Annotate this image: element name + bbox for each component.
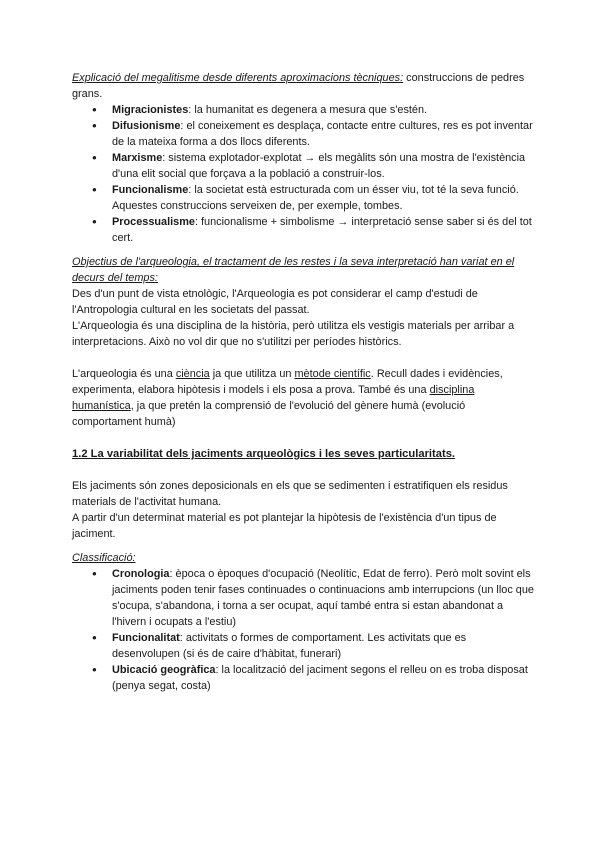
approaches-list	[72, 102, 534, 246]
underlined-term: ciència	[175, 368, 210, 380]
document-page	[72, 70, 534, 694]
paragraph: Els jaciments són zones deposicionals en els que se sedimenten i estratifiquen els residus materials de l'activitat humana.	[72, 480, 508, 508]
objectius-label: Objectius de l'arqueologia, el tractament de les restes i la seva interpretació han variat en el decurs del temps:	[72, 256, 515, 284]
text-run: . Recull dades i evidències, experimenta, elabora hipòtesis i models i els posa a prova. També és una	[72, 368, 503, 396]
text-run: ja que utilitza un	[209, 368, 295, 380]
term: Cronologia	[112, 568, 170, 580]
term: Migracionistes	[112, 104, 189, 116]
list-item	[112, 566, 534, 630]
paragraph: Des d'un punt de vista etnològic, l'Arqueologia es pot considerar el camp d'estudi de l'Antropologia cultural en les societats del passat.	[72, 288, 478, 316]
definition: : activitats o formes de comportament. Les activitats que es desenvolupen (si és de caire d'hàbitat, funerari)	[112, 632, 467, 660]
megalitisme-label: Explicació del megalitisme desde diferents aproximacions tècniques:	[72, 72, 404, 84]
definition: : sistema explotador-explotat → els megàlits són una mostra de l'existència d'una elit social que forçava a la població a construir-los.	[112, 152, 526, 180]
list-item	[112, 214, 534, 246]
list-item	[112, 102, 534, 118]
classification-list	[72, 566, 534, 694]
definition: : la societat està estructurada com un ésser viu, tot té la seva funció. Aquestes construccions serveixen de, per exemple, tombes.	[112, 184, 519, 212]
term: Funcionalisme	[112, 184, 189, 196]
paragraph: L'Arqueologia és una disciplina de la història, però utilitza els vestigis materials per arribar a interpretacions. Això no vol dir que no s'utilitzi per períodes històrics.	[72, 320, 515, 348]
list-item	[112, 630, 534, 662]
definition: : època o èpoques d'ocupació (Neolític, Edat de ferro). Però molt sovint els jaciments poden tenir fases continuades o continuacions amb interrupcions (un lloc que s'ocupa, s'abandona, i torna a ser ocupat, aquí també entra si estan abandonat a l'hivern i ocupats a l'estiu)	[112, 568, 534, 628]
list-item	[112, 182, 534, 214]
megalitisme-text: construccions de pedres grans.	[72, 72, 525, 100]
list-item	[112, 662, 534, 694]
paragraph-ciencia	[72, 366, 534, 430]
underlined-term: disciplina humanística	[72, 384, 475, 412]
term: Difusionisme	[112, 120, 181, 132]
paragraph: A partir d'un determinat material es pot plantejar la hipòtesis de l'existència d'un tipus de jaciment.	[72, 512, 497, 540]
definition: : el coneixement es desplaça, contacte entre cultures, res es pot inventar de la mateixa forma a dos llocs diferents.	[112, 120, 533, 148]
term: Funcionalitat	[112, 632, 180, 644]
classificacio-label: Classificació:	[72, 552, 136, 564]
underlined-term: mètode científic	[294, 368, 371, 380]
definition: : la humanitat es degenera a mesura que s'estén.	[188, 104, 428, 116]
term: Marxisme	[112, 152, 163, 164]
text-run: , ja que pretén la comprensió de l'evolució del gènere humà (evolució comportament humà)	[72, 400, 466, 428]
list-item	[112, 150, 534, 182]
term: Ubicació geogràfica	[112, 664, 216, 676]
definition: : funcionalisme + simbolisme → interpretació sense saber si és del tot cert.	[112, 216, 532, 244]
text-run: L'arqueologia és una	[72, 368, 176, 380]
megalitisme-intro	[72, 70, 534, 102]
definition: : la localització del jaciment segons el relleu on es troba disposat (penya segat, costa)	[112, 664, 528, 692]
section-heading: 1.2 La variabilitat dels jaciments arqueològics i les seves particularitats.	[72, 448, 456, 460]
list-item	[112, 118, 534, 150]
term: Processualisme	[112, 216, 195, 228]
